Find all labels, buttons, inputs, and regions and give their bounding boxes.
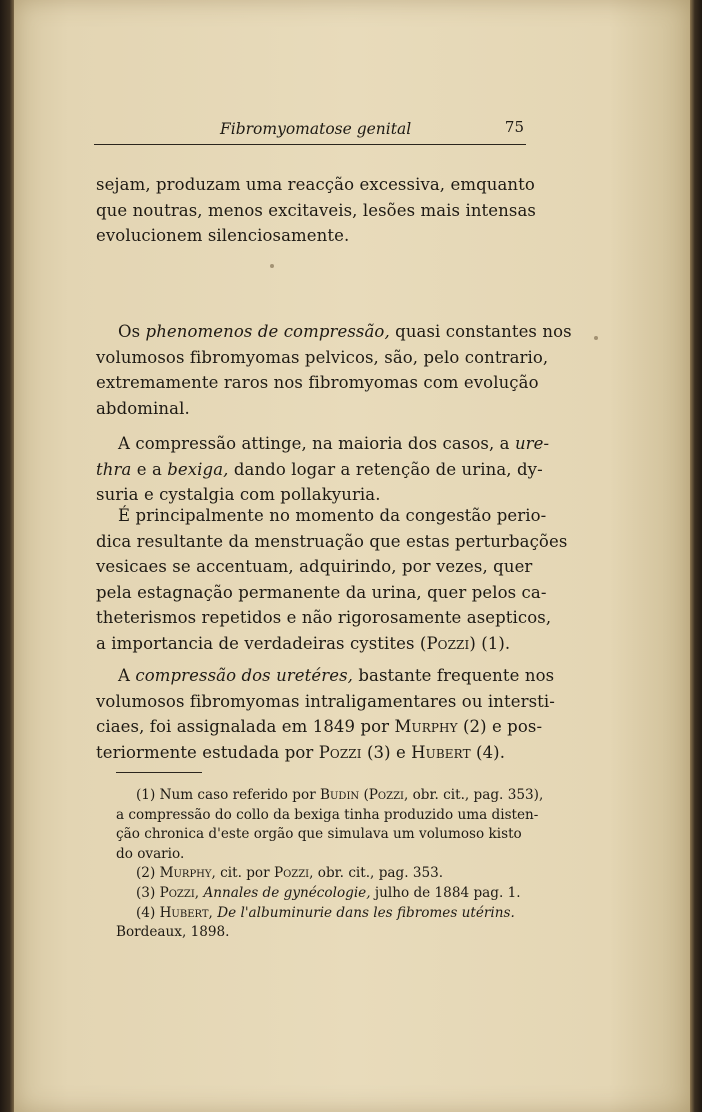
author-name: Murphy — [394, 717, 458, 736]
paragraph-3 — [96, 431, 550, 508]
footnote-line: ção chronica d'este orgão que simulava um volumoso kisto — [116, 826, 522, 843]
footnote-line: do ovario. — [116, 845, 185, 862]
text-line: volumosos fibromyomas intraligamentares ou intersti- — [96, 691, 555, 711]
text-run: (3) — [136, 884, 160, 901]
book-gutter-right — [690, 0, 702, 1112]
text-line: abdominal. — [96, 398, 190, 418]
author-name: Pozzi — [318, 742, 362, 762]
text-run: A — [118, 666, 136, 685]
paper-speck — [270, 264, 274, 268]
text-line: vesicaes se accentuam, adquirindo, por vezes, quer — [96, 557, 533, 576]
text-run: quasi constantes nos — [389, 322, 572, 341]
text-line: theterismos repetidos e não rigorosamente asepticos, — [96, 608, 552, 627]
text-run: (4) — [136, 904, 160, 921]
text-line: suria e cystalgia com pollakyuria. — [96, 485, 381, 504]
author-name: Pozzi — [368, 787, 404, 803]
footnote-line: Bordeaux, 1898. — [116, 924, 230, 941]
text-run: (1) Num caso referido por — [136, 787, 321, 803]
text-run: teriormente estudada por — [96, 742, 319, 762]
text-line: volumosos fibromyomas pelvicos, são, pelo contrario, — [96, 347, 549, 367]
author-name: Pozzi — [159, 884, 195, 901]
footnote-line: a compressão do collo da bexiga tinha produzido uma disten- — [116, 806, 539, 823]
book-page — [14, 0, 690, 1112]
author-name: Budin — [320, 787, 360, 803]
italic-text: compressão dos uretéres, — [135, 666, 354, 685]
text-line: É principalmente no momento da congestão perio- — [118, 506, 547, 525]
text-run: A compressão attinge, na maioria dos casos, a — [118, 434, 515, 453]
text-run: , obr. cit., pag. 353. — [309, 865, 444, 882]
author-name: Hubert — [411, 742, 471, 762]
italic-text: phenomenos de compressão, — [145, 322, 390, 341]
page-header — [94, 116, 526, 145]
paragraph-1 — [96, 172, 536, 249]
paragraph-5 — [96, 663, 555, 765]
text-line — [96, 319, 572, 345]
text-run: (3) e — [361, 742, 412, 762]
text-run: , obr. cit., pag. 353), — [403, 787, 544, 803]
page-number: 75 — [504, 118, 524, 136]
text-run: julho de 1884 pag. 1. — [370, 884, 521, 901]
text-run: ciaes, foi assignalada em 1849 por — [96, 717, 395, 736]
text-run: , — [194, 884, 204, 901]
footnote-line — [116, 786, 546, 806]
text-line: dica resultante da menstruação que estas perturbações — [96, 531, 568, 551]
author-name: Pozzi — [426, 633, 470, 653]
text-run: dando logar a retenção de urina, dy- — [228, 459, 543, 479]
text-line — [96, 431, 550, 457]
text-run: Os — [118, 322, 146, 341]
text-line — [96, 740, 528, 766]
text-run: a importancia de verdadeiras cystites ( — [96, 633, 427, 653]
text-line — [96, 631, 528, 657]
paragraph-4 — [96, 503, 568, 656]
text-line: pela estagnação permanente da urina, quer pelos ca- — [96, 582, 547, 602]
text-line: que noutras, menos excitaveis, lesões mais intensas — [96, 200, 536, 220]
book-gutter-left — [0, 0, 14, 1112]
author-name: Hubert — [159, 904, 209, 921]
text-run: (2) — [136, 865, 160, 882]
italic-text: Annales de gynécologie, — [203, 884, 371, 901]
paragraph-2 — [96, 319, 572, 421]
author-name: Pozzi — [273, 865, 310, 882]
italic-text: thra — [96, 459, 132, 479]
italic-text: De l'albuminurie dans les fibromes utérins. — [217, 904, 515, 921]
footnote-divider — [116, 772, 202, 773]
text-run: (4). — [470, 742, 506, 762]
text-run: ( — [359, 787, 369, 803]
text-run: bastante frequente nos — [353, 666, 555, 685]
text-line — [96, 457, 543, 483]
text-line — [96, 663, 555, 689]
text-run: , — [208, 904, 218, 921]
footnote-line — [116, 864, 546, 884]
footnote-line — [116, 884, 546, 904]
running-title: Fibromyomatose genital — [220, 120, 412, 138]
text-run: (2) e pos- — [457, 717, 543, 736]
text-line — [96, 714, 543, 740]
footnotes — [116, 786, 546, 943]
author-name: Murphy — [159, 865, 212, 882]
text-run: , cit. por — [211, 865, 274, 882]
paper-speck — [594, 336, 598, 340]
text-line: extremamente raros nos fibromyomas com evolução — [96, 373, 539, 392]
text-run: e a — [131, 459, 168, 479]
footnote-line — [116, 904, 546, 924]
text-line: evolucionem silenciosamente. — [96, 226, 350, 245]
italic-text: ure- — [514, 434, 550, 453]
italic-text: bexiga, — [167, 459, 229, 479]
text-run: ) (1). — [469, 633, 511, 653]
text-line: sejam, produzam uma reacção excessiva, emquanto — [96, 175, 535, 194]
